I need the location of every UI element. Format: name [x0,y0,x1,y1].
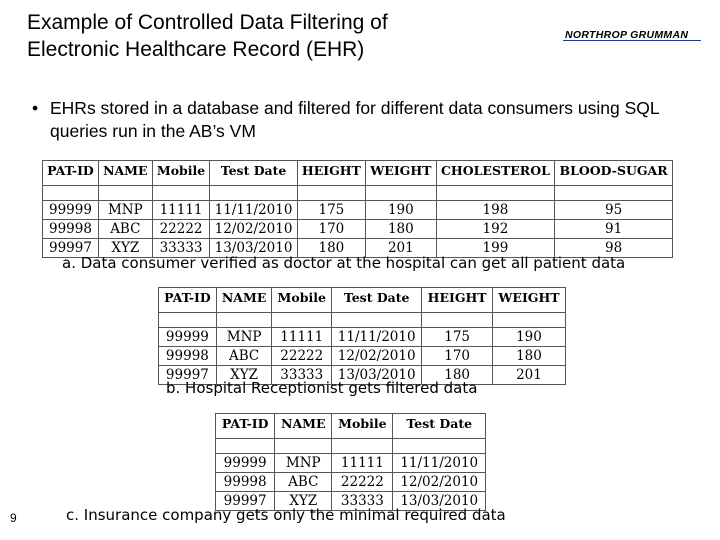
table-spacer-row [43,186,673,201]
table-cell: 13/03/2010 [332,366,422,385]
slide-title [27,9,497,63]
table-cell: 190 [366,201,437,220]
column-header: NAME [98,161,152,186]
table-cell: 11111 [332,454,393,473]
bullet-icon: • [32,98,39,118]
title-line-1: Example of Controlled Data Filtering of [27,11,388,34]
table-cell: 99999 [216,454,275,473]
column-header: CHOLESTEROL [436,161,555,186]
table-cell: 99999 [159,328,217,347]
table-cell: 91 [555,220,673,239]
column-header: Mobile [272,288,332,313]
table-header-row [216,414,486,439]
table-cell: 170 [297,220,365,239]
table-cell: 13/03/2010 [210,239,297,258]
table-cell: 99998 [216,473,275,492]
column-header: Test Date [393,414,486,439]
table-row [159,347,566,366]
column-header: NAME [216,288,272,313]
table-cell: 11/11/2010 [210,201,297,220]
table-row [159,328,566,347]
table-row [216,473,486,492]
caption-doctor: a. Data consumer verified as doctor at the hospital can get all patient data [62,254,626,272]
table-cell: XYZ [216,366,272,385]
table-cell: 12/02/2010 [332,347,422,366]
table-cell: 180 [297,239,365,258]
table-cell: ABC [216,347,272,366]
table-cell: 33333 [272,366,332,385]
table-cell: 13/03/2010 [393,492,486,511]
table-cell: 22222 [272,347,332,366]
table-cell: 99997 [159,366,217,385]
column-header: WEIGHT [492,288,565,313]
table-cell: MNP [275,454,332,473]
table-cell: 180 [422,366,493,385]
table-cell: ABC [98,220,152,239]
ehr-table-receptionist [158,287,566,385]
table-cell: 99998 [159,347,217,366]
column-header: Test Date [332,288,422,313]
table-cell: ABC [275,473,332,492]
table-cell: 95 [555,201,673,220]
table-cell: 11/11/2010 [393,454,486,473]
column-header: PAT-ID [43,161,99,186]
table-cell: 33333 [332,492,393,511]
northrop-grumman-logo [563,26,703,42]
table-cell: 99997 [43,239,99,258]
logo-graphic [563,26,703,42]
column-header: PAT-ID [159,288,217,313]
table-cell: 12/02/2010 [393,473,486,492]
table-row [216,454,486,473]
table-cell: XYZ [98,239,152,258]
title-line-2: Electronic Healthcare Record (EHR) [27,38,365,61]
table-cell: 99999 [43,201,99,220]
column-header: PAT-ID [216,414,275,439]
caption-insurance: c. Insurance company gets only the minimal required data [66,506,506,524]
table-header-row [43,161,673,186]
table-cell: 175 [422,328,493,347]
table-cell: 22222 [332,473,393,492]
table-row [43,201,673,220]
column-header: HEIGHT [422,288,493,313]
table-cell: 198 [436,201,555,220]
column-header: Test Date [210,161,297,186]
table-cell: 192 [436,220,555,239]
table-cell: 201 [366,239,437,258]
table-cell: 170 [422,347,493,366]
logo-text: NORTHROP GRUMMAN [565,29,689,41]
table-cell: 11111 [152,201,210,220]
column-header: HEIGHT [297,161,365,186]
column-header: NAME [275,414,332,439]
table-cell: 190 [492,328,565,347]
caption-receptionist: b. Hospital Receptionist gets filtered data [166,379,478,397]
table-header-row [159,288,566,313]
table-cell: 11/11/2010 [332,328,422,347]
page-number: 9 [10,511,17,525]
column-header: Mobile [152,161,210,186]
bullet-text: EHRs stored in a database and filtered for different data consumers using SQL queries run in the AB’s VM [50,98,659,141]
table-cell: 11111 [272,328,332,347]
table-cell: 201 [492,366,565,385]
table-spacer-row [159,313,566,328]
ehr-table-insurance [215,413,486,511]
ehr-table-full [42,160,673,258]
table-cell: 180 [366,220,437,239]
column-header: WEIGHT [366,161,437,186]
column-header: Mobile [332,414,393,439]
table-cell: 99997 [216,492,275,511]
table-row [43,220,673,239]
table-cell: 199 [436,239,555,258]
table-cell: 175 [297,201,365,220]
table-cell: 99998 [43,220,99,239]
table-cell: 98 [555,239,673,258]
table-cell: 180 [492,347,565,366]
table-cell: MNP [216,328,272,347]
table-cell: MNP [98,201,152,220]
table-cell: XYZ [275,492,332,511]
table-cell: 12/02/2010 [210,220,297,239]
table-spacer-row [216,439,486,454]
table-cell: 33333 [152,239,210,258]
column-header: BLOOD-SUGAR [555,161,673,186]
table-cell: 22222 [152,220,210,239]
